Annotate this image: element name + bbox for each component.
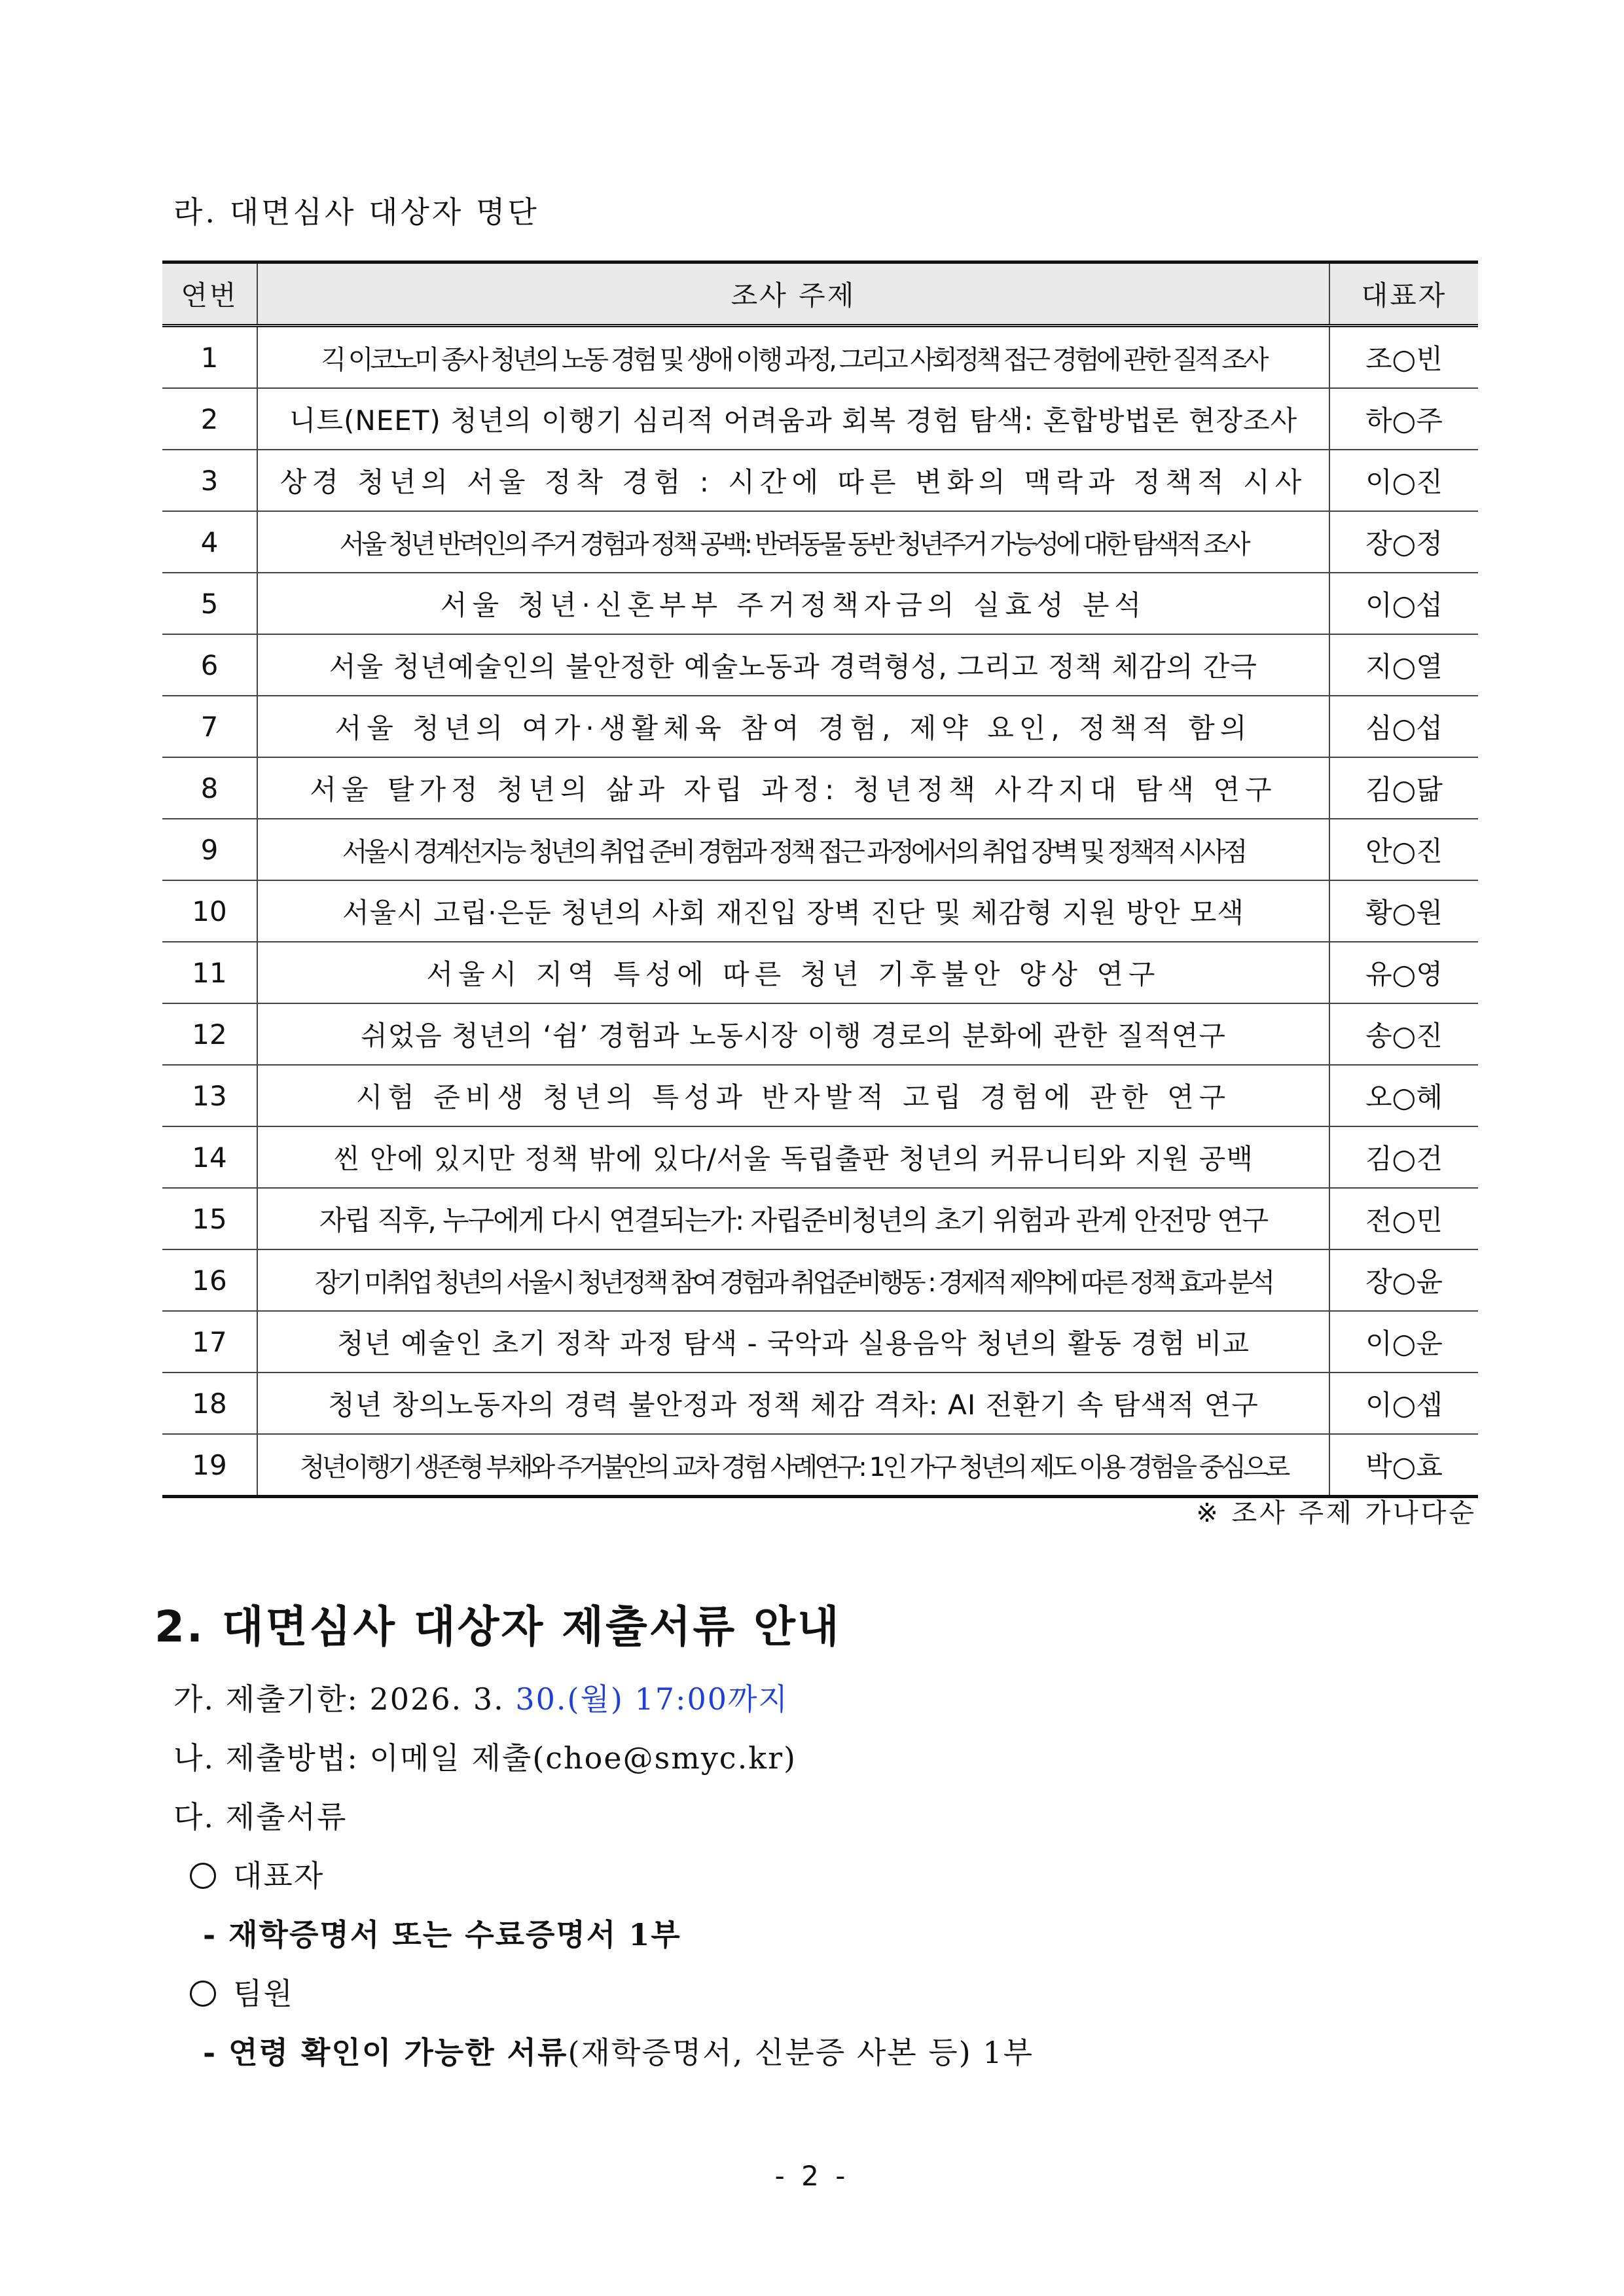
row-rep: 박○효	[1329, 1434, 1478, 1497]
row-topic: 자립 직후, 누구에게 다시 연결되는가: 자립준비청년의 초기 위험과 관계 안전망 연구	[257, 1188, 1329, 1249]
docs-label: 다. 제출서류	[173, 1799, 348, 1835]
row-no: 17	[162, 1311, 257, 1372]
row-topic: 쉬었음 청년의 ‘쉼’ 경험과 노동시장 이행 경로의 분화에 관한 질적연구	[257, 1003, 1329, 1065]
row-no: 13	[162, 1065, 257, 1126]
row-no: 19	[162, 1434, 257, 1497]
row-rep: 지○열	[1329, 634, 1478, 696]
team-label: 팀원	[233, 1976, 294, 2011]
rep-doc: - 재학증명서 또는 수료증명서 1부	[203, 1917, 681, 1952]
header-rep: 대표자	[1329, 262, 1478, 326]
row-no: 16	[162, 1249, 257, 1311]
table-row	[162, 388, 1478, 450]
row-rep: 안○진	[1329, 819, 1478, 880]
row-topic: 씬 안에 있지만 정책 밖에 있다/서울 독립출판 청년의 커뮤니티와 지원 공백	[257, 1126, 1329, 1188]
table-row	[162, 573, 1478, 634]
row-rep: 장○윤	[1329, 1249, 1478, 1311]
row-no: 12	[162, 1003, 257, 1065]
row-topic: 니트(NEET) 청년의 이행기 심리적 어려움과 회복 경험 탐색: 혼합방법론 현장조사	[257, 388, 1329, 450]
row-topic: 상경 청년의 서울 정착 경험 : 시간에 따른 변화의 맥락과 정책적 시사	[257, 450, 1329, 511]
row-rep: 유○영	[1329, 942, 1478, 1003]
table-header-row	[162, 262, 1478, 326]
row-rep: 하○주	[1329, 388, 1478, 450]
row-no: 8	[162, 757, 257, 819]
team-doc-rest: (재학증명서, 신분증 사본 등) 1부	[568, 2035, 1034, 2070]
table-row	[162, 1311, 1478, 1372]
row-rep: 조○빈	[1329, 326, 1478, 389]
row-topic: 장기 미취업 청년의 서울시 청년정책 참여 경험과 취업준비행동 : 경제적 제약에 따른 정책 효과 분석	[257, 1249, 1329, 1311]
table-row	[162, 1434, 1478, 1497]
sort-note: ※ 조사 주제 가나다순	[1196, 1498, 1477, 1528]
section2-heading: 2. 대면심사 대상자 제출서류 안내	[154, 1602, 841, 1652]
table-row	[162, 1372, 1478, 1434]
row-no: 9	[162, 819, 257, 880]
row-no: 10	[162, 880, 257, 942]
row-no: 4	[162, 511, 257, 573]
table-row	[162, 1065, 1478, 1126]
table-row	[162, 696, 1478, 757]
deadline-value: 30.(월) 17:00까지	[515, 1681, 789, 1717]
row-no: 6	[162, 634, 257, 696]
row-no: 2	[162, 388, 257, 450]
header-no: 연번	[162, 262, 257, 326]
row-rep: 김○건	[1329, 1126, 1478, 1188]
reviewee-table	[162, 260, 1478, 1498]
row-no: 3	[162, 450, 257, 511]
circle-bullet-icon	[190, 1863, 216, 1889]
table-row	[162, 1188, 1478, 1249]
row-no: 15	[162, 1188, 257, 1249]
row-no: 11	[162, 942, 257, 1003]
table-row	[162, 511, 1478, 573]
table-row	[162, 819, 1478, 880]
row-topic: 서울 청년예술인의 불안정한 예술노동과 경력형성, 그리고 정책 체감의 간극	[257, 634, 1329, 696]
page-number: - 2 -	[774, 2160, 850, 2192]
deadline-line	[173, 1676, 789, 1719]
row-no: 18	[162, 1372, 257, 1434]
table-row	[162, 1249, 1478, 1311]
table-row	[162, 942, 1478, 1003]
table-row	[162, 880, 1478, 942]
row-no: 14	[162, 1126, 257, 1188]
row-no: 7	[162, 696, 257, 757]
row-no: 1	[162, 326, 257, 389]
header-topic: 조사 주제	[257, 262, 1329, 326]
row-topic: 시험 준비생 청년의 특성과 반자발적 고립 경험에 관한 연구	[257, 1065, 1329, 1126]
row-topic: 서울 탈가정 청년의 삶과 자립 과정: 청년정책 사각지대 탐색 연구	[257, 757, 1329, 819]
table-row	[162, 757, 1478, 819]
rep-item	[190, 1852, 324, 1895]
row-rep: 이○진	[1329, 450, 1478, 511]
row-topic: 청년 창의노동자의 경력 불안정과 정책 체감 격차: AI 전환기 속 탐색적 연구	[257, 1372, 1329, 1434]
row-no: 5	[162, 573, 257, 634]
section-ra-title: 라. 대면심사 대상자 명단	[173, 194, 539, 230]
method-line: 나. 제출방법: 이메일 제출(choe@smyc.kr)	[173, 1740, 797, 1776]
row-rep: 황○원	[1329, 880, 1478, 942]
circle-bullet-icon	[190, 1981, 216, 2007]
table-row	[162, 634, 1478, 696]
rep-label: 대표자	[233, 1858, 325, 1893]
row-topic: 서울 청년 반려인의 주거 경험과 정책 공백: 반려동물 동반 청년주거 가능성에 대한 탐색적 조사	[257, 511, 1329, 573]
row-rep: 심○섭	[1329, 696, 1478, 757]
row-rep: 이○운	[1329, 1311, 1478, 1372]
row-rep: 김○닮	[1329, 757, 1478, 819]
row-rep: 송○진	[1329, 1003, 1478, 1065]
row-rep: 이○섭	[1329, 573, 1478, 634]
team-doc-bold: - 연령 확인이 가능한 서류	[203, 2035, 568, 2070]
row-topic: 긱 이코노미 종사 청년의 노동 경험 및 생애 이행 과정, 그리고 사회정책 접근 경험에 관한 질적 조사	[257, 326, 1329, 389]
row-rep: 장○정	[1329, 511, 1478, 573]
row-topic: 서울시 지역 특성에 따른 청년 기후불안 양상 연구	[257, 942, 1329, 1003]
table-row	[162, 450, 1478, 511]
row-rep: 이○셉	[1329, 1372, 1478, 1434]
deadline-label: 가. 제출기한: 2026. 3.	[173, 1681, 516, 1717]
team-item	[190, 1970, 294, 2013]
row-topic: 서울 청년의 여가·생활체육 참여 경험, 제약 요인, 정책적 함의	[257, 696, 1329, 757]
table-row	[162, 326, 1478, 389]
row-topic: 청년이행기 생존형 부채와 주거불안의 교차 경험 사례연구: 1인 가구 청년의 제도 이용 경험을 중심으로	[257, 1434, 1329, 1497]
row-topic: 서울시 경계선지능 청년의 취업 준비 경험과 정책 접근 과정에서의 취업 장벽 및 정책적 시사점	[257, 819, 1329, 880]
table-row	[162, 1003, 1478, 1065]
table-row	[162, 1126, 1478, 1188]
row-rep: 오○혜	[1329, 1065, 1478, 1126]
row-topic: 서울 청년·신혼부부 주거정책자금의 실효성 분석	[257, 573, 1329, 634]
team-doc	[203, 2029, 1034, 2072]
row-topic: 청년 예술인 초기 정착 과정 탐색 - 국악과 실용음악 청년의 활동 경험 비교	[257, 1311, 1329, 1372]
row-rep: 전○민	[1329, 1188, 1478, 1249]
row-topic: 서울시 고립·은둔 청년의 사회 재진입 장벽 진단 및 체감형 지원 방안 모색	[257, 880, 1329, 942]
